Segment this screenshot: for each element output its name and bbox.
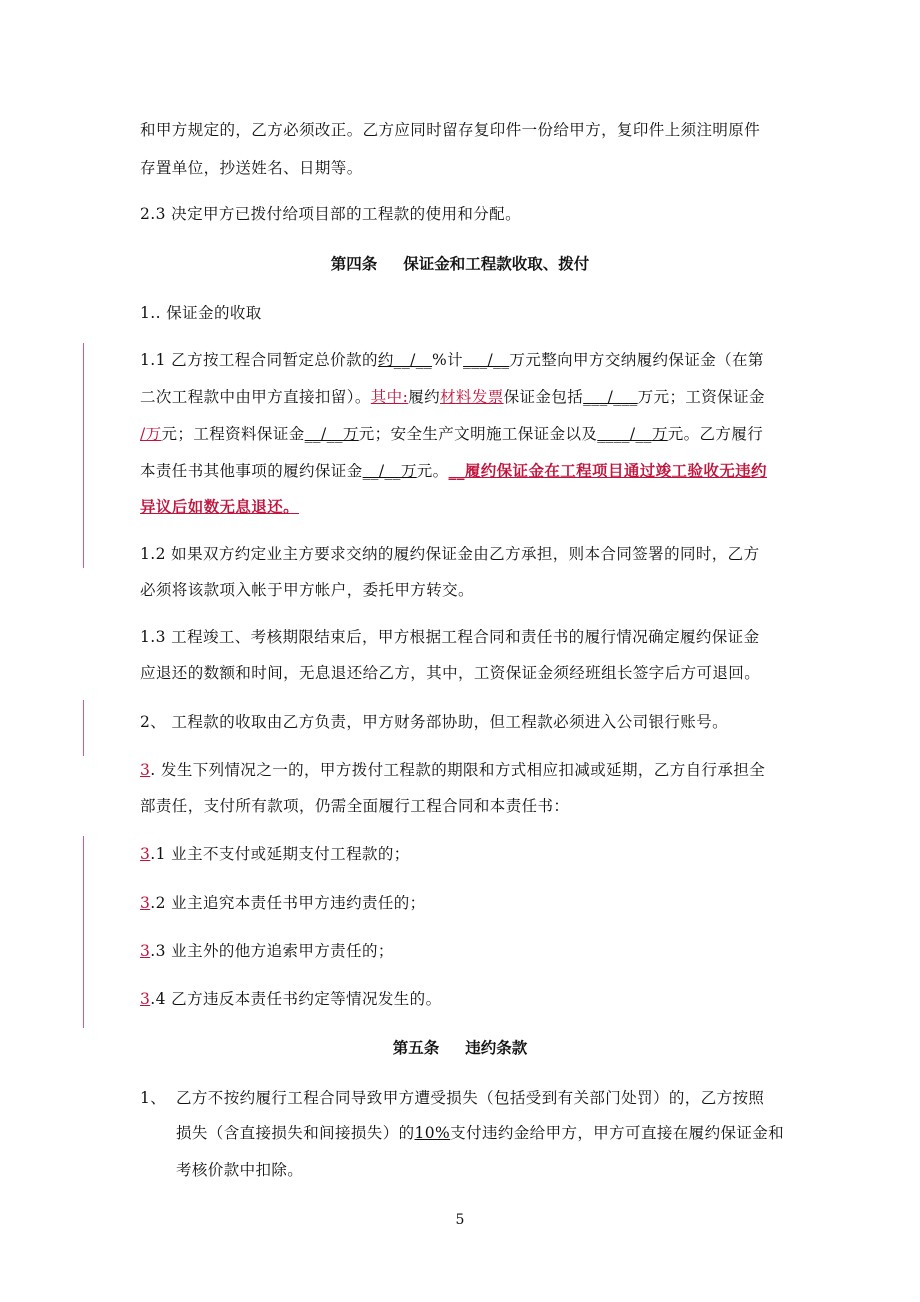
- revision-change-bar: [83, 343, 84, 568]
- revised-number: 3: [140, 990, 151, 1008]
- text-segment: 履约: [408, 388, 441, 406]
- revised-number: 3: [140, 845, 151, 863]
- article-label: 第四条: [330, 254, 378, 273]
- revised-number: 3: [140, 942, 151, 960]
- blank-field: __/__万: [304, 425, 359, 443]
- clause-3-line-1: [140, 760, 765, 780]
- clause-1-1-line-2: [140, 387, 765, 407]
- inserted-bold-text: __履约保证金在工程项目通过竣工验收无违约: [448, 461, 767, 480]
- text-segment: 本责任书其他事项的履约保证金: [140, 462, 363, 480]
- text-segment: 元；工程资料保证金: [161, 425, 305, 443]
- text-segment: .3 业主外的他方追索甲方责任的；: [150, 942, 394, 960]
- text-segment: 万元整向甲方交纳履约保证金（在第: [509, 351, 764, 369]
- article-5-item-1-line-2: [176, 1123, 784, 1143]
- inserted-text: 其中:: [370, 388, 409, 406]
- section-heading: 1.. 保证金的收取: [140, 304, 262, 322]
- clause-1-3-line-1: 1.3 工程竣工、考核期限结束后，甲方根据工程合同和责任书的履行情况确定履约保证金: [140, 628, 760, 646]
- clause-1-2-line-1: 1.2 如果双方约定业主方要求交纳的履约保证金由乙方承担，则本合同签署的同时，乙方: [140, 545, 760, 563]
- clause-3-line-2: 部责任，支付所有款项，仍需全面履行工程合同和本责任书：: [140, 797, 570, 815]
- text-segment: 元；安全生产文明施工保证金以及: [358, 425, 598, 443]
- text-segment: 元。: [416, 462, 449, 480]
- text-segment: 支付违约金给甲方，甲方可直接在履约保证金和: [450, 1124, 785, 1142]
- paragraph-line: 和甲方规定的，乙方必须改正。乙方应同时留存复印件一份给甲方，复印件上须注明原件: [140, 121, 761, 139]
- blank-field: 约__/__: [377, 351, 433, 369]
- page-number: 5: [455, 1212, 465, 1228]
- text-segment: 元。乙方履行: [667, 425, 764, 443]
- blank-field: 万: [651, 425, 668, 443]
- paragraph-line: 2.3 决定甲方已拨付给项目部的工程款的使用和分配。: [140, 205, 521, 223]
- list-item: [140, 941, 394, 961]
- text-segment: 二次工程款中由甲方直接扣留）。: [140, 388, 371, 406]
- text-segment: 保证金包括: [503, 388, 584, 406]
- text-segment: 万元；工资保证金: [637, 388, 765, 406]
- clause-1-1-line-4: [140, 461, 767, 481]
- rate-value: 10%: [414, 1124, 451, 1142]
- clause-2: 2、 工程款的收取由乙方负责，甲方财务部协助，但工程款必须进入公司银行账号。: [140, 713, 728, 731]
- blank-field: ____/__: [597, 425, 652, 443]
- text-segment: .4 乙方违反本责任书约定等情况发生的。: [150, 990, 442, 1008]
- blank-field: ___/___: [583, 388, 638, 406]
- inserted-text: /万: [140, 425, 162, 443]
- inserted-bold-text: 异议后如数无息退还。: [140, 497, 300, 516]
- paragraph-line: 存置单位，抄送姓名、日期等。: [140, 159, 363, 177]
- revised-number: 3: [140, 761, 151, 779]
- blank-field: ___/__: [463, 351, 510, 369]
- article-4-heading: [0, 254, 920, 274]
- blank-field: __/__万: [362, 462, 417, 480]
- clause-1-3-line-2: 应退还的数额和时间，无息退还给乙方，其中，工资保证金须经班组长签字后方可退回。: [140, 664, 761, 682]
- text-segment: . 发生下列情况之一的，甲方拨付工程款的期限和方式相应扣减或延期，乙方自行承担全: [150, 761, 766, 779]
- inserted-text: 材料发票: [440, 388, 504, 406]
- list-item: [140, 844, 410, 864]
- clause-1-2-line-2: 必须将该款项入帐于甲方帐户，委托甲方转交。: [140, 581, 474, 599]
- article-5-item-1-number: 1、: [140, 1089, 167, 1107]
- article-title: 保证金和工程款收取、拨付: [403, 254, 590, 273]
- article-5-item-1-line-1: 乙方不按约履行工程合同导致甲方遭受损失（包括受到有关部门处罚）的，乙方按照: [176, 1089, 765, 1107]
- article-5-item-1-line-3: 考核价款中扣除。: [176, 1161, 304, 1179]
- revision-change-bar: [83, 700, 84, 756]
- revision-change-bar: [83, 836, 84, 1028]
- clause-1-1-line-1: [140, 350, 764, 370]
- text-segment: %计: [432, 351, 464, 369]
- text-segment: .2 业主追究本责任书甲方违约责任的；: [150, 894, 426, 912]
- article-label: 第五条: [392, 1038, 440, 1057]
- list-item: [140, 989, 441, 1009]
- clause-1-1-line-3: [140, 424, 763, 444]
- text-segment: 1.1 乙方按工程合同暂定总价款的: [140, 351, 378, 369]
- list-item: [140, 893, 426, 913]
- text-segment: 损失（含直接损失和间接损失）的: [176, 1124, 415, 1142]
- clause-1-1-line-5: [140, 497, 299, 517]
- article-5-heading: [0, 1038, 920, 1058]
- article-title: 违约条款: [465, 1038, 528, 1057]
- revised-number: 3: [140, 894, 151, 912]
- text-segment: .1 业主不支付或延期支付工程款的；: [150, 845, 410, 863]
